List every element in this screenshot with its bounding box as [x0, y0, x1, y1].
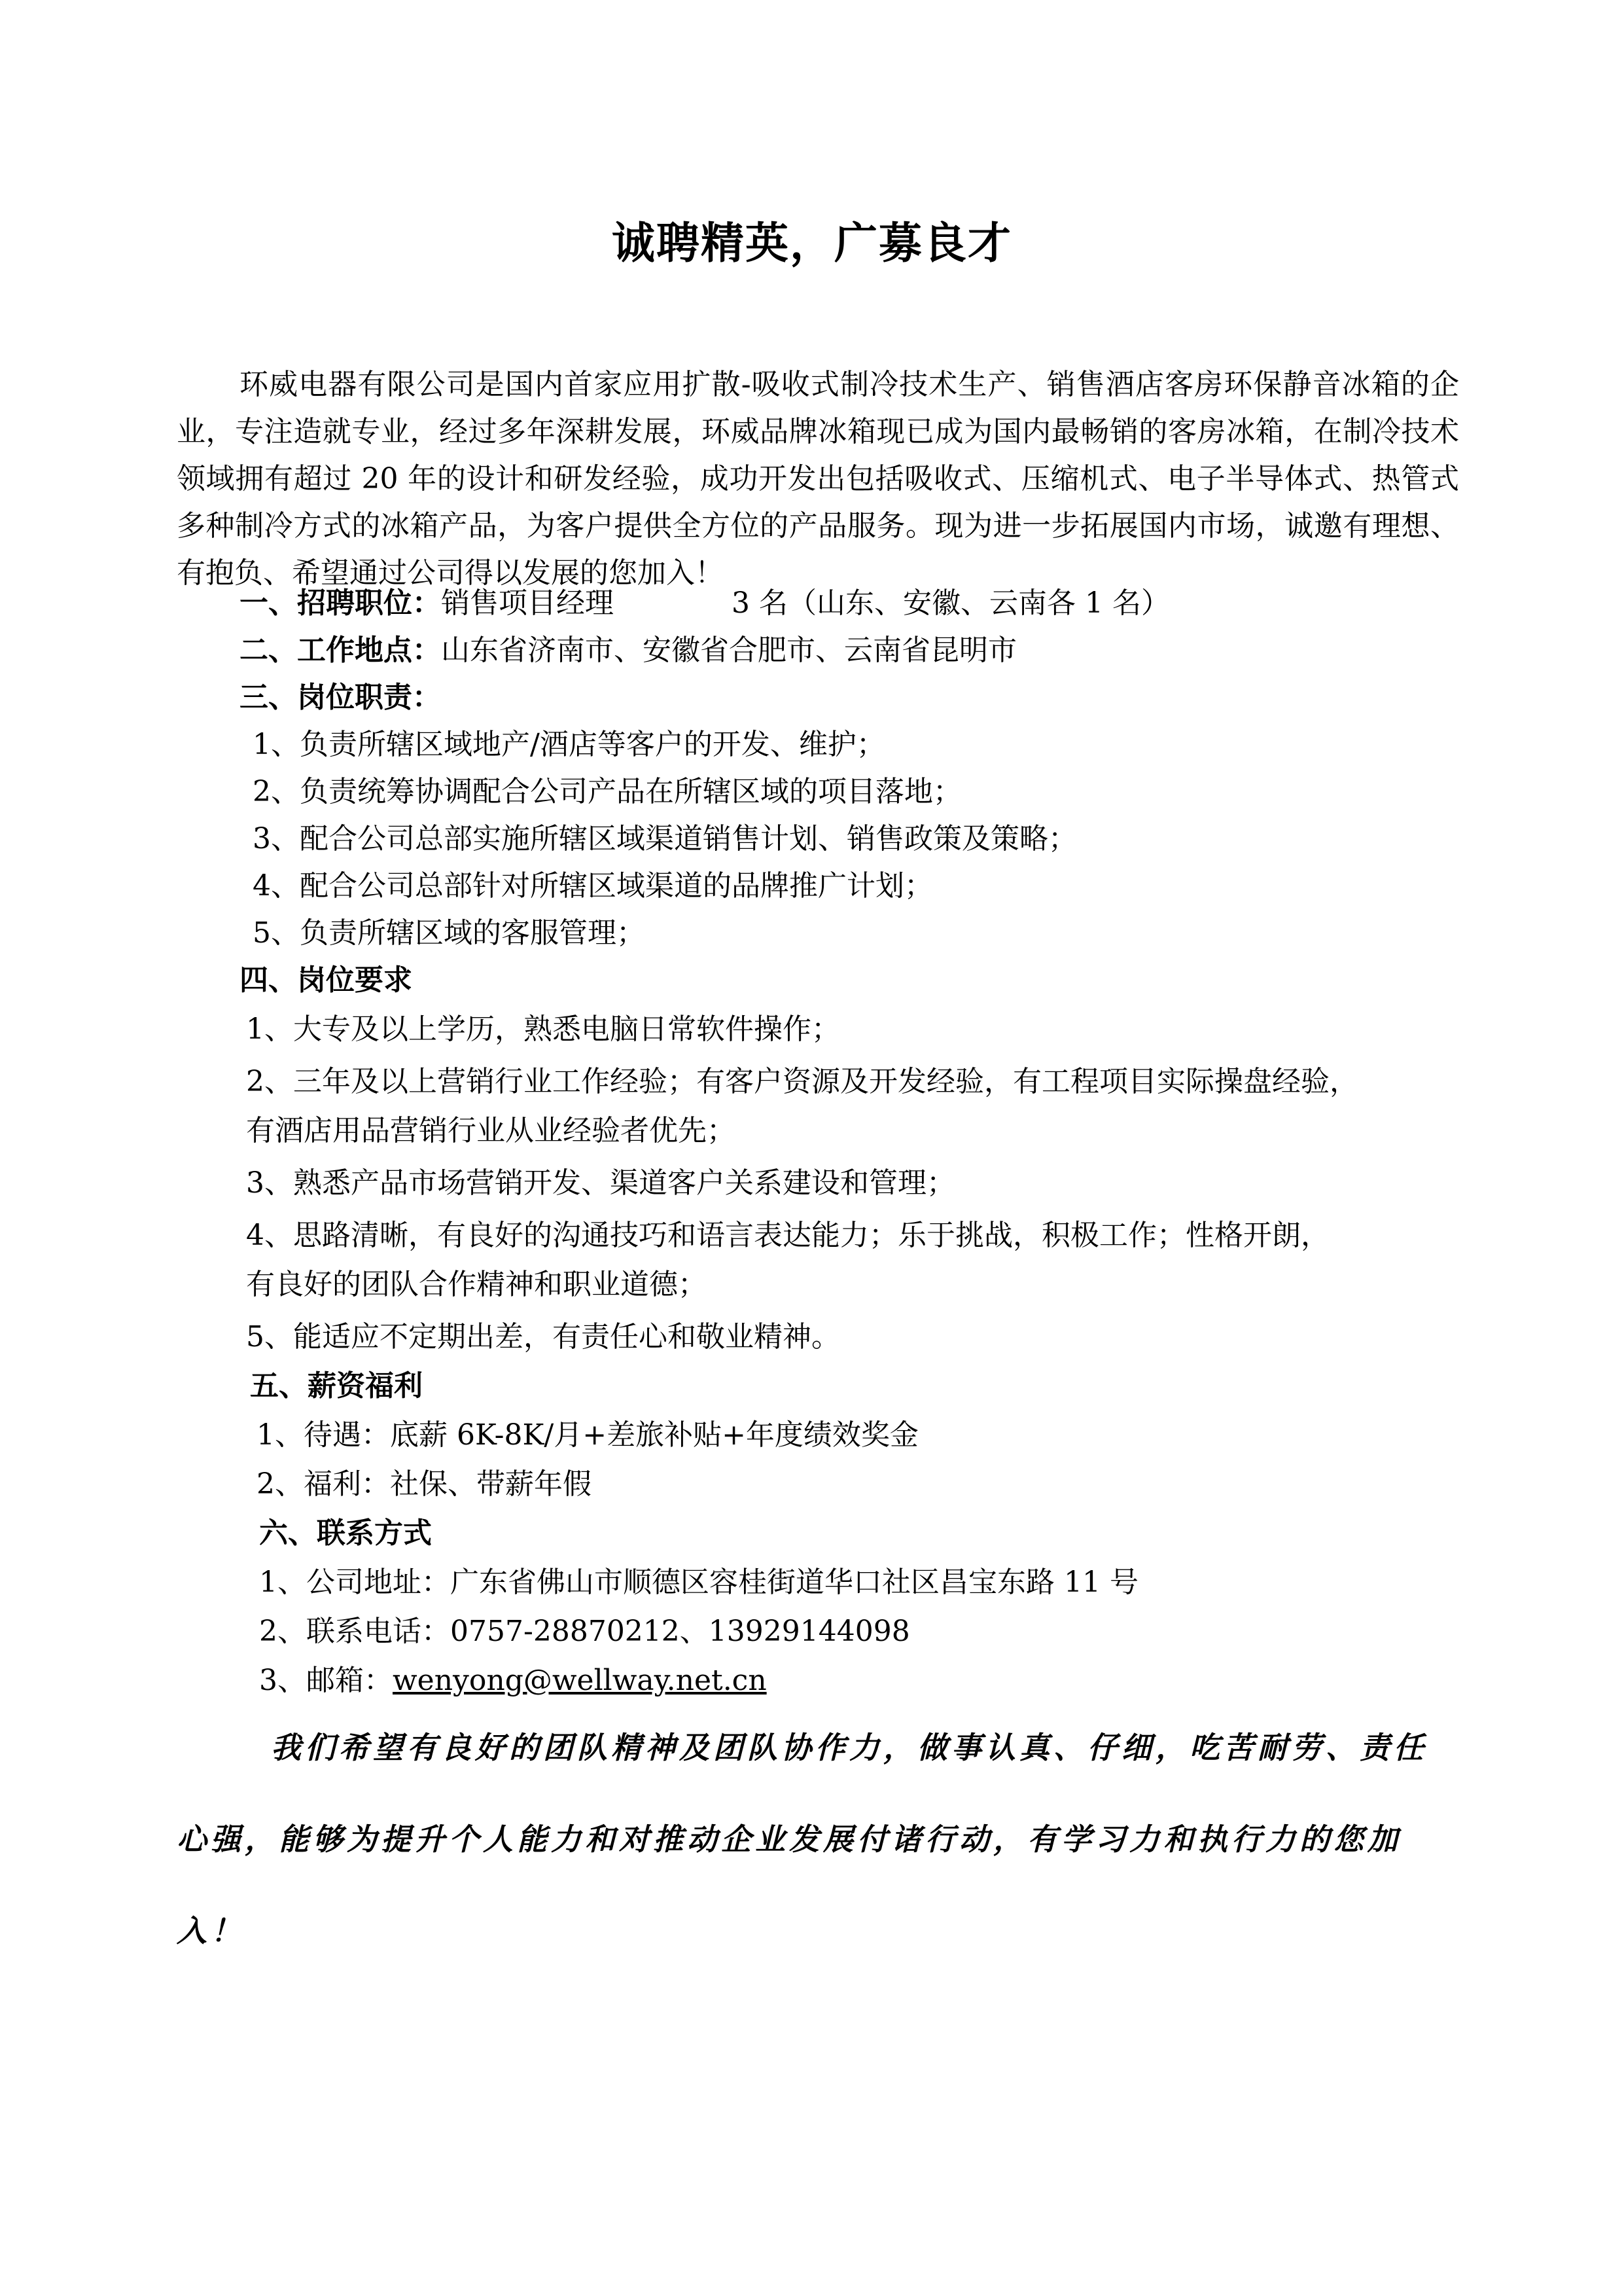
position-heading: 一、招聘职位： [239, 586, 441, 620]
requirement-item: 4、思路清晰，有良好的沟通技巧和语言表达能力；乐于挑战，积极工作；性格开朗， [246, 1219, 1330, 1252]
company-intro: 环威电器有限公司是国内首家应用扩散-吸收式制冷技术生产、销售酒店客房环保静音冰箱的企业，专注造就专业，经过多年深耕发展，环威品牌冰箱现已成为国内最畅销的客房冰箱，在制冷技术领域拥有超过 20 年的设计和研发经验，成功开发出包括吸收式、压缩机式、电子半导体式、热管式多种制冷方式的冰箱产品，为客户提供全方位的产品服务。现为进一步拓展国内市场，诚邀有理想、有抱负、希望通过公司得以发展的您加入！ [177, 368, 1459, 590]
requirements-heading: 四、岗位要求 [239, 963, 412, 997]
benefits-heading: 五、薪资福利 [250, 1369, 423, 1403]
position-value: 销售项目经理 [441, 586, 614, 620]
duty-item: 4、配合公司总部针对所辖区域渠道的品牌推广计划； [253, 869, 933, 903]
contact-email-label: 3、邮箱： [259, 1664, 393, 1697]
requirement-item: 3、熟悉产品市场营销开发、渠道客户关系建设和管理； [246, 1166, 955, 1200]
duties-heading: 三、岗位职责： [239, 681, 441, 714]
contact-address: 1、公司地址：广东省佛山市顺德区容桂街道华口社区昌宝东路 11 号 [259, 1566, 1139, 1599]
requirement-item: 有酒店用品营销行业从业经验者优先； [246, 1114, 735, 1147]
location-line [239, 632, 1017, 669]
contact-phone: 2、联系电话：0757-28870212、13929144098 [259, 1615, 910, 1648]
position-line [239, 585, 1170, 622]
contact-email-link[interactable]: wenyong@wellway.net.cn [393, 1664, 767, 1697]
duty-item: 2、负责统筹协调配合公司产品在所辖区域的项目落地； [253, 775, 962, 808]
page-title: 诚聘精英，广募良才 [612, 217, 1012, 268]
contact-email-line [259, 1662, 767, 1699]
closing-paragraph: 我们希望有良好的团队精神及团队协作力，做事认真、仔细，吃苦耐劳、责任心强，能够为提升个人能力和对推动企业发展付诸行动，有学习力和执行力的您加入！ [177, 1730, 1428, 1948]
benefit-item: 1、待遇：底薪 6K-8K/月+差旅补贴+年度绩效奖金 [256, 1418, 919, 1452]
location-heading: 二、工作地点： [239, 634, 441, 667]
duty-item: 3、配合公司总部实施所辖区域渠道销售计划、销售政策及策略； [253, 822, 1077, 855]
benefit-item: 2、福利：社保、带薪年假 [256, 1467, 591, 1501]
duty-item: 5、负责所辖区域的客服管理； [253, 916, 645, 950]
duty-item: 1、负责所辖区域地产/酒店等客户的开发、维护； [253, 728, 885, 761]
location-value: 山东省济南市、安徽省合肥市、云南省昆明市 [441, 634, 1017, 667]
requirement-item: 有良好的团队合作精神和职业道德； [246, 1268, 707, 1301]
contact-heading: 六、联系方式 [259, 1516, 432, 1550]
requirement-item: 5、能适应不定期出差，有责任心和敬业精神。 [246, 1320, 840, 1354]
requirement-item: 1、大专及以上学历，熟悉电脑日常软件操作； [246, 1013, 840, 1046]
position-quota: 3 名（山东、安徽、云南各 1 名） [732, 586, 1170, 620]
requirement-item: 2、三年及以上营销行业工作经验；有客户资源及开发经验，有工程项目实际操盘经验， [246, 1065, 1358, 1098]
